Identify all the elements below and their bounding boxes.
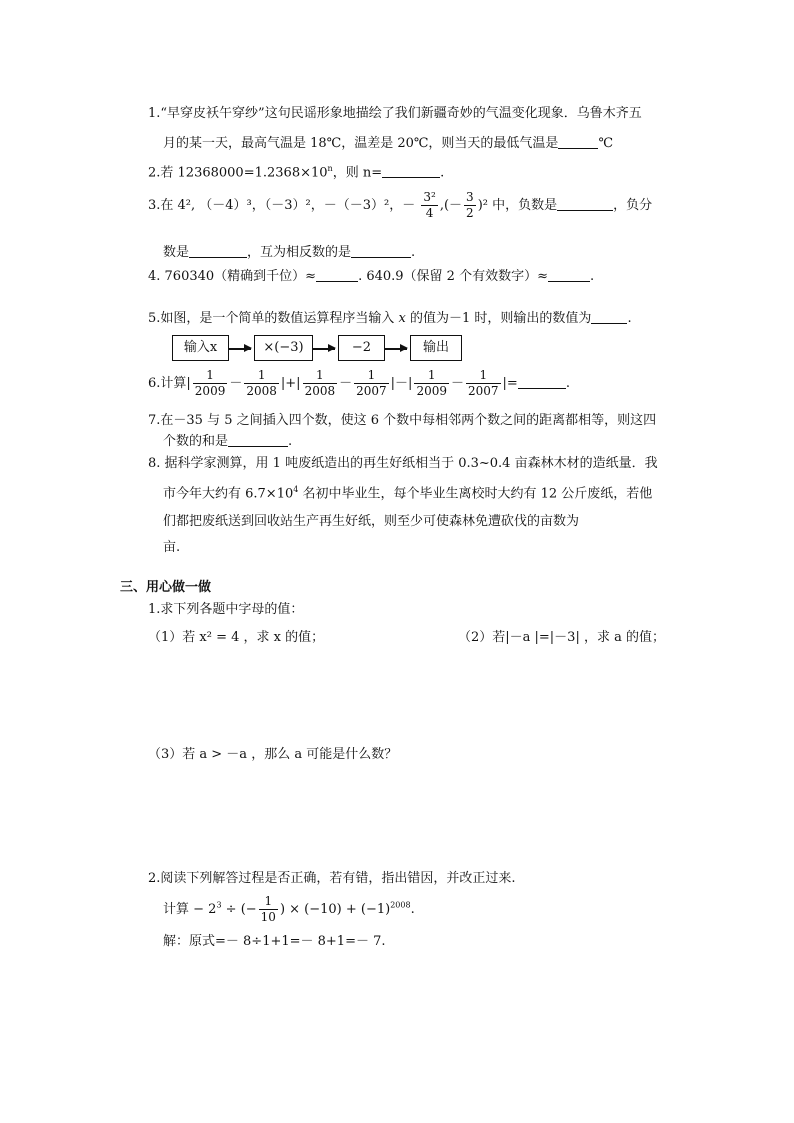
flow-box-output: 输出: [410, 335, 462, 361]
calc-text: 计算 − 2: [163, 902, 217, 917]
frac-num: 1: [427, 368, 436, 382]
q6-fraction: [193, 368, 228, 399]
s3-p1: 1.求下列各题中字母的值：: [148, 602, 304, 617]
q6-line: [148, 368, 570, 399]
q8-line3: 们都把废纸送到回收站生产再生好纸，则至少可使森林免遭砍伐的亩数为: [163, 514, 580, 529]
q6-text: 6.计算|: [148, 376, 191, 391]
answer-blank[interactable]: [351, 245, 411, 258]
frac-num: 1: [316, 368, 324, 382]
q1-text: 月的某一天，最高气温是 18℃，温差是 20℃，则当天的最低气温是: [163, 136, 559, 151]
frac-num: 1: [206, 368, 214, 382]
q4-line: [148, 269, 594, 285]
s3-p1-2: （2）若|－a |=|－3| ，求 a 的值；: [458, 630, 665, 645]
q3-line1: [148, 190, 652, 221]
frac-num: 3²: [423, 190, 436, 204]
q6-fraction: [354, 368, 389, 399]
flow-box-subtract: −2: [338, 335, 385, 361]
q8-text-b: 名初中毕业生，每个毕业生离校时大约有 12 公斤废纸，若他: [298, 486, 653, 502]
q2-exponent: n: [327, 164, 333, 173]
q3-fraction-2: [464, 190, 476, 221]
flow-arrow-icon: [313, 348, 335, 350]
section-title: 三、用心做一做: [120, 580, 212, 595]
q6-op: |－|: [390, 376, 413, 391]
q6-fraction: [244, 368, 279, 399]
calc-fraction: [259, 894, 278, 925]
frac-num: 1: [264, 894, 273, 908]
q6-op: －: [339, 376, 353, 391]
q3-text-c: )² 中，负数是: [477, 198, 558, 213]
q3-text: 3.在 4², （－4）³，（－3）²，－（－3）²，－: [148, 198, 416, 213]
answer-blank[interactable]: [557, 198, 613, 211]
q6-op: －: [450, 376, 464, 391]
calc-text-b: ÷ (−: [221, 902, 257, 917]
q8-line1: 8. 据科学家测算，用 1 吨废纸造出的再生好纸相当于 0.3~0.4 亩森林木材的造纸量．我: [148, 456, 658, 471]
s3-p2: 2.阅读下列解答过程是否正确，若有错，指出错因，并改正过来.: [148, 871, 516, 886]
q6-op: －: [229, 376, 243, 391]
frac-den: 2008: [246, 384, 277, 398]
frac-num: 3: [466, 190, 474, 204]
q4-period: .: [589, 269, 595, 284]
flow-arrow-icon: [385, 348, 407, 350]
q6-op: |+|: [280, 376, 301, 391]
frac-den: 2: [466, 206, 474, 220]
s3-calc: [163, 894, 415, 925]
flow-box-multiply: ×(−3): [254, 335, 313, 361]
q1-unit: ℃: [598, 136, 613, 151]
q5-text: 5.如图，是一个简单的数值运算程序当输入: [148, 311, 399, 326]
q3-period: .: [411, 245, 416, 260]
q7-line1: 7.在－35 与 5 之间插入四个数，使这 6 个数中每相邻两个数之间的距离都相等，则这四: [148, 413, 657, 428]
q6-fraction: [414, 368, 449, 399]
calc-period: .: [410, 902, 415, 917]
q2-period: .: [440, 165, 445, 181]
calc-exponent-2: 2008: [390, 900, 411, 910]
flow-box-input: 输入x: [172, 335, 229, 361]
frac-num: 1: [367, 368, 376, 382]
q3-text-b: ,(－: [439, 198, 463, 213]
q8-text: 市今年大约有 6.7×10: [163, 486, 294, 502]
frac-num: 1: [479, 368, 488, 382]
q6-op: |=: [502, 376, 518, 391]
q1-line2: [163, 136, 613, 152]
q3-fraction-1: [421, 190, 437, 221]
answer-blank[interactable]: [518, 376, 566, 389]
answer-blank[interactable]: [548, 269, 590, 282]
q6-period: .: [565, 376, 570, 391]
answer-blank[interactable]: [558, 136, 598, 149]
frac-den: 2009: [416, 384, 447, 398]
q7-text: 个数的和是: [163, 434, 229, 449]
calc-text-c: ) × (−10) + (−1): [279, 902, 391, 917]
q3-text-e: 数是: [163, 245, 190, 260]
q8-exponent: 4: [293, 485, 299, 494]
frac-den: 2009: [194, 384, 226, 398]
s3-solution: 解：原式=－ 8÷1+1=－ 8+1=－ 7.: [163, 934, 386, 949]
answer-blank[interactable]: [228, 434, 288, 447]
answer-blank[interactable]: [382, 165, 440, 178]
q6-fraction: [466, 368, 501, 399]
q2-text-b: ，则 n=: [332, 165, 383, 181]
q1-line1: 1.“早穿皮袄午穿纱”这句民谣形象地描绘了我们新疆奇妙的气温变化现象．乌鲁木齐五: [148, 106, 642, 121]
q3-line2: [163, 245, 415, 261]
q4-text-b: . 640.9（保留 2 个有效数字）≈: [358, 269, 548, 284]
frac-den: 2007: [468, 384, 499, 398]
frac-num: 1: [257, 368, 266, 382]
q5-period: .: [627, 311, 632, 326]
q8-line4: 亩.: [163, 540, 181, 555]
q2-text: 2.若 12368000=1.2368×10: [148, 165, 328, 181]
s3-p1-3: （3）若 a > －a ，那么 a 可能是什么数？: [148, 747, 398, 762]
q8-line2: [163, 485, 652, 502]
flow-arrow-icon: [229, 348, 251, 350]
frac-den: 2008: [304, 384, 336, 398]
answer-blank[interactable]: [591, 311, 627, 324]
q5-text-b: 的值为－1 时，则输出的数值为: [405, 311, 592, 326]
answer-blank[interactable]: [189, 245, 247, 258]
frac-den: 10: [260, 910, 276, 924]
s3-p1-1: （1）若 x² = 4 ，求 x 的值；: [148, 630, 325, 645]
q3-text-f: ，互为相反数的是: [247, 245, 352, 260]
q7-line2: [163, 434, 292, 450]
q6-fraction: [303, 368, 338, 399]
answer-blank[interactable]: [316, 269, 358, 282]
q5-variable: x: [398, 311, 406, 326]
q5-line: [148, 311, 632, 327]
calc-exponent: 3: [216, 900, 222, 910]
q4-text: 4. 760340（精确到千位）≈: [148, 269, 317, 284]
q3-text-d: ，负分: [613, 198, 653, 213]
q7-period: .: [288, 434, 293, 449]
q2-line: [148, 164, 444, 181]
frac-den: 2007: [356, 384, 387, 398]
frac-den: 4: [421, 205, 437, 221]
